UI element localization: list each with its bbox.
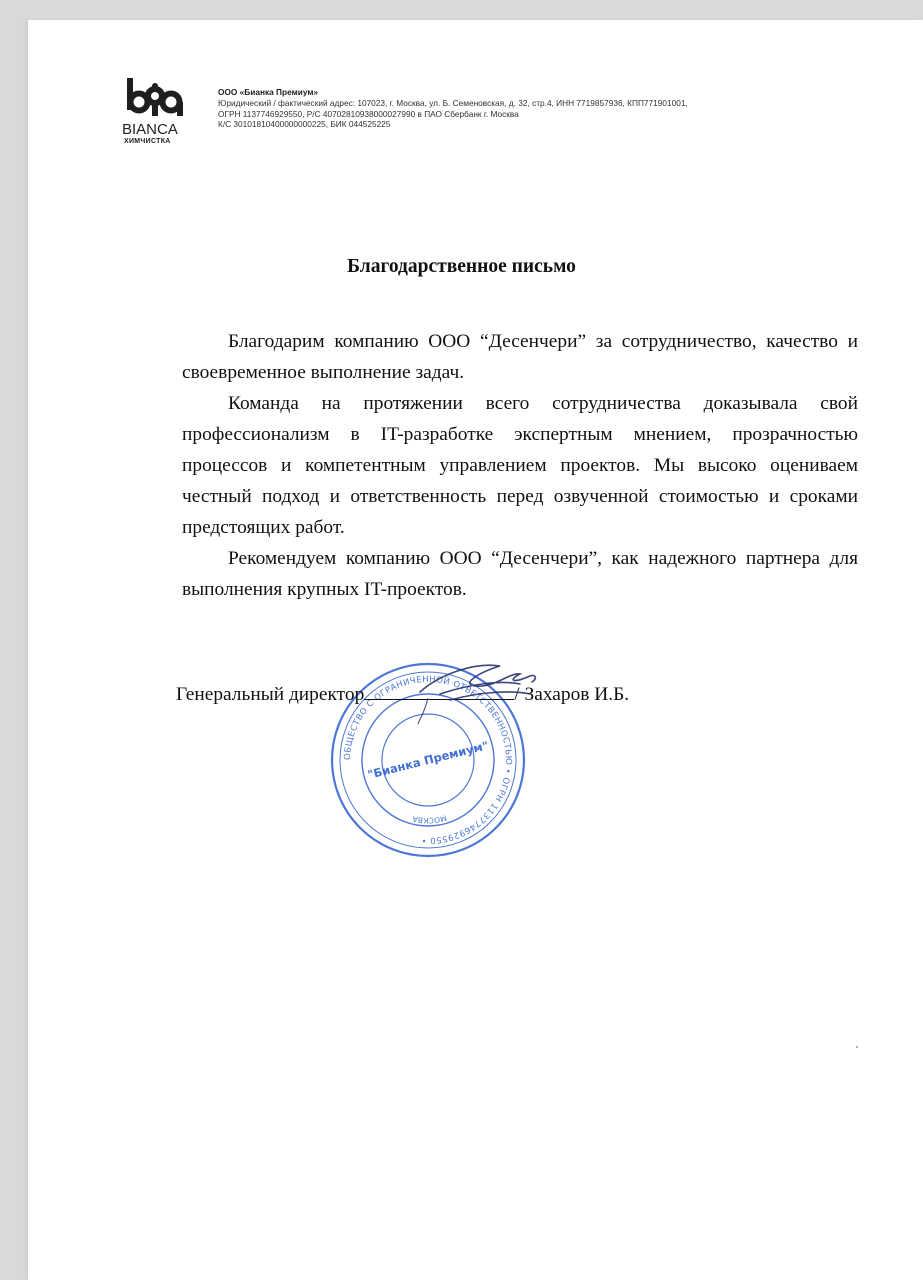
logo-wordmark: BIANCA: [122, 121, 178, 138]
company-bank-line: К/С 30101810400000000225, БИК 044525225: [218, 119, 391, 130]
signer-position: Генеральный директор: [176, 684, 365, 705]
stamp-center-text: "Бианка Премиум": [366, 738, 490, 782]
letter-paragraph: Команда на протяжении всего сотрудничества доказывала свой профессионализм в IT-разработке экспертным мнением, прозрачностью процессов и компетентным управлением проектов. Мы высоко оцениваем честный подход и ответственность перед озвученной стоимостью и сроками предстоящих работ.: [182, 393, 858, 538]
letter-body: [182, 326, 858, 605]
page-speck: [856, 1046, 858, 1048]
letter-paragraph: Рекомендуем компанию ООО “Десенчери”, как надежного партнера для выполнения крупных IT-проектов.: [182, 548, 858, 600]
stamp-city-text: МОСКВА: [411, 813, 448, 826]
letter-page: [28, 20, 923, 1280]
signer-name: / Захаров И.Б.: [514, 684, 630, 705]
company-address-line: Юридический / фактический адрес: 107023, г. Москва, ул. Б. Семеновская, д. 32, стр.4, ИНН 7719857936, КПП771901001,: [218, 97, 688, 108]
logo-subtitle: ХИМЧИСТКА: [124, 138, 171, 145]
letter-paragraph: Благодарим компанию ООО “Десенчери” за сотрудничество, качество и своевременное выполнение задач.: [182, 331, 858, 383]
handwritten-signature: [380, 654, 580, 724]
company-name: ООО «Бианка Премиум»: [218, 87, 319, 97]
svg-text:МОСКВА: [411, 813, 448, 825]
company-details: [218, 87, 688, 130]
stamp-ring-text: ОБЩЕСТВО С ОГРАНИЧЕННОЙ ОТВЕТСТВЕННОСТЬЮ • ОГРН 1137746929550 •: [342, 674, 514, 846]
company-registration-line: ОГРН 1137746929550, Р/С 40702810938000027990 в ПАО Сбербанк г. Москва: [218, 108, 519, 119]
letter-title: Благодарственное письмо: [347, 256, 576, 277]
